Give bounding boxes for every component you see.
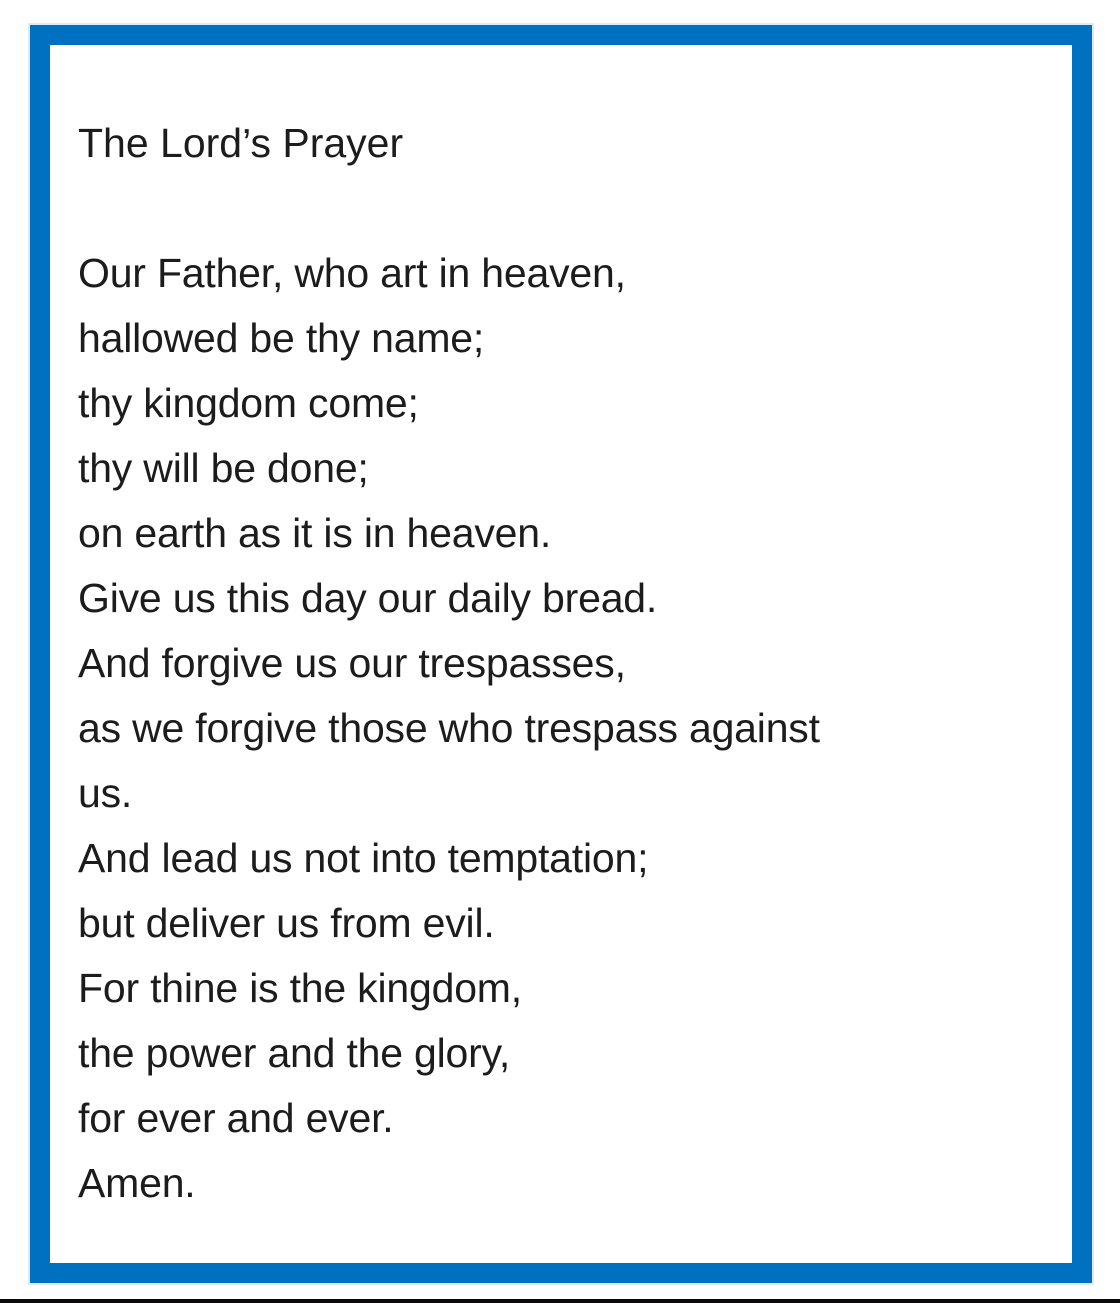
prayer-title: The Lord’s Prayer xyxy=(78,120,404,166)
prayer-line: on earth as it is in heaven. xyxy=(78,510,552,556)
prayer-body xyxy=(78,241,1042,1216)
prayer-line: And lead us not into temptation; xyxy=(78,835,649,881)
bottom-divider-line xyxy=(0,1299,1120,1303)
prayer-line: but deliver us from evil. xyxy=(78,900,495,946)
prayer-line: Our Father, who art in heaven, xyxy=(78,250,626,296)
prayer-line: thy kingdom come; xyxy=(78,380,419,426)
prayer-line: And forgive us our trespasses, xyxy=(78,640,626,686)
prayer-line: For thine is the kingdom, xyxy=(78,965,522,1011)
prayer-line: as we forgive those who trespass against xyxy=(78,705,820,751)
prayer-line: us. xyxy=(78,770,133,816)
prayer-line: thy will be done; xyxy=(78,445,369,491)
card-content xyxy=(50,45,1072,1216)
prayer-line: Amen. xyxy=(78,1160,196,1206)
prayer-line: the power and the glory, xyxy=(78,1030,511,1076)
prayer-line: for ever and ever. xyxy=(78,1095,394,1141)
prayer-line: Give us this day our daily bread. xyxy=(78,575,658,621)
prayer-line: hallowed be thy name; xyxy=(78,315,485,361)
prayer-card xyxy=(30,25,1092,1283)
